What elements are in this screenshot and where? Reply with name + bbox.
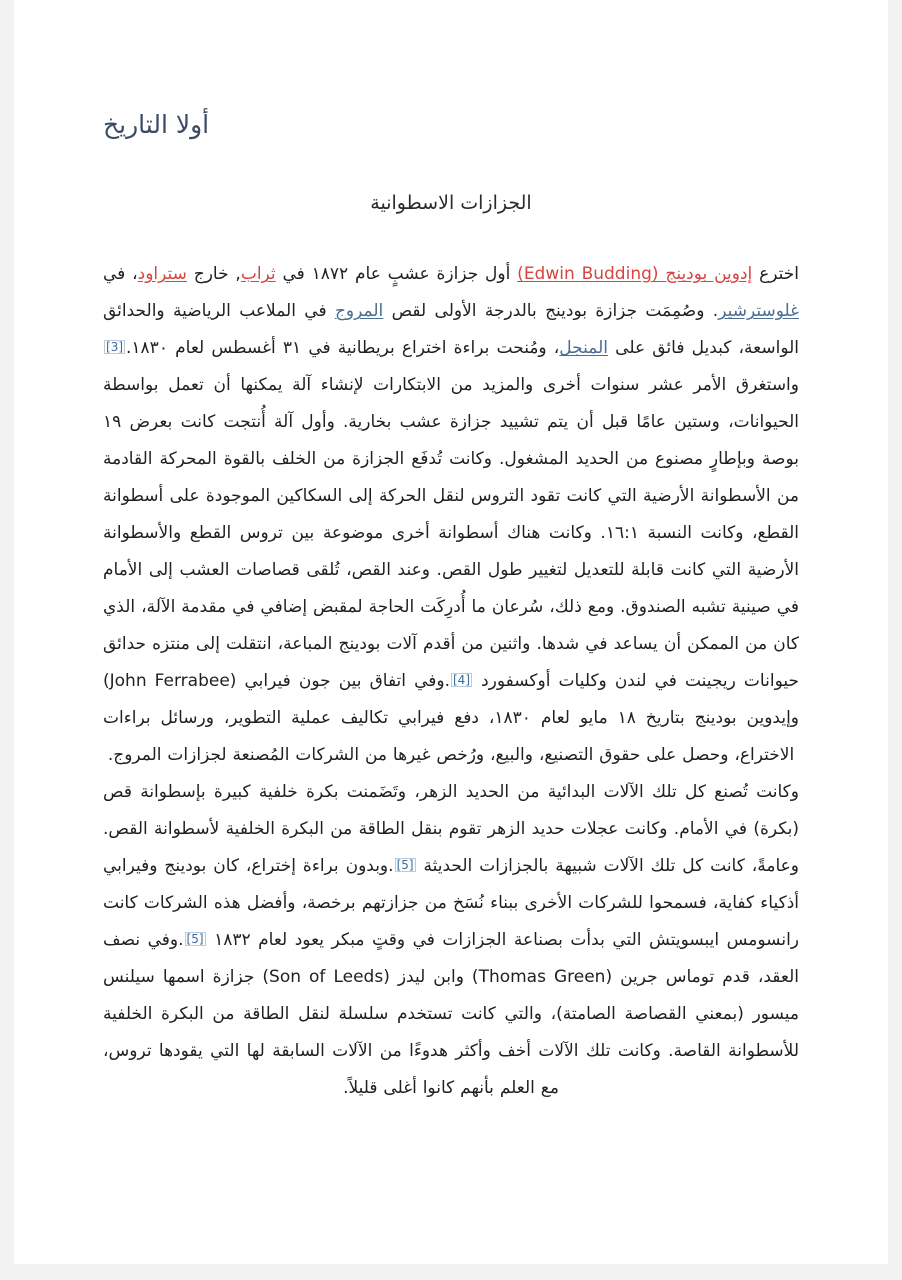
- page-edge-bottom: [0, 1264, 902, 1280]
- page-edge-right: [888, 0, 902, 1280]
- text-segment: .وفي نصف العقد، قدم توماس جرين (Thomas Green) وابن ليدز (Son of Leeds) جزازة اسمها سيلنس ميسور (بمعني القصاصة الصامتة)، والتي كانت تستخدم سلسلة لنقل الطاقة من البكرة الخلفية للأسطوانة القاصة. وكانت تلك الآلات أخف وأكثر هدوءًا من الآلات السابقة لها التي يقودها تروس، مع العلم بأنهم كانوا أغلى قليلاً.: [103, 930, 799, 1099]
- citation-marker-5b[interactable]: [5]: [186, 932, 204, 947]
- paragraph-construction: [103, 774, 799, 1107]
- text-segment: . وصُمِمَت جزازة بودينج بالدرجة الأولى لقص: [383, 301, 719, 322]
- text-segment: .وبدون براءة إختراع، كان بودينج وفيرابي أذكياء كفاية، فسمحوا للشركات الأخرى ببناء نُسَخ من جزازتهم برخصة، وأفضل هذه الشركات كانت رانسومس ايبسويتش التي بدأت بصناعة الجزازات في وقتٍ مبكر يعود لعام ١٨٣٢: [103, 856, 800, 951]
- link-gloucestershire[interactable]: غلوسترشير: [718, 301, 799, 322]
- link-stroud[interactable]: ستراود: [137, 264, 187, 285]
- section-heading: الجزازات الاسطوانية: [370, 191, 532, 214]
- citation-marker-5a[interactable]: [5]: [396, 858, 414, 873]
- document-content: [103, 0, 799, 1107]
- page-edge-left: [0, 0, 14, 1280]
- link-meadows[interactable]: المروج: [334, 301, 384, 322]
- paragraph-history: [103, 256, 799, 774]
- page-title: أولا التاريخ: [103, 110, 210, 139]
- link-thrupp[interactable]: ثراب: [240, 264, 276, 285]
- text-segment: ، في: [103, 264, 138, 285]
- text-segment: ، ومُنحت براءة اختراع بريطانية في ٣١ أغسطس لعام ١٨٣٠.: [126, 338, 560, 359]
- text-segment: وكانت تُصنع كل تلك الآلات البدائية من الحديد الزهر، وتَضَمنت بكرة خلفية كبيرة بإسطوانة قص (بكرة) في الأمام. وكانت عجلات حديد الزهر تقوم بنقل الطاقة من البكرة الخلفية لأسطوانة القص. وعامةً، كانت كل تلك الآلات شبيهة بالجزازات الحديثة: [103, 782, 799, 877]
- citation-marker-4[interactable]: [4]: [452, 673, 470, 688]
- text-segment: اخترع: [752, 264, 799, 285]
- link-scythe[interactable]: المنجل: [559, 338, 609, 359]
- text-segment: , خارج: [186, 264, 241, 285]
- text-segment: في الملاعب الرياضية والحدائق الواسعة، كبديل فائق على: [103, 301, 799, 359]
- citation-marker-3[interactable]: [3]: [106, 340, 124, 355]
- link-edwin-budding[interactable]: إدوين بودينج (Edwin Budding): [517, 264, 753, 285]
- text-segment: أول جزازة عشبٍ عام ١٨٧٢ في: [275, 264, 518, 285]
- text-segment: واستغرق الأمر عشر سنوات أخرى والمزيد من الابتكارات لإنشاء آلة يمكنها أن تعمل بواسطة الحيوانات، وستين عامًا قبل أن يتم تشييد جزازة عشب بخارية. وأول آلة أُنتجت كانت بعرض ١٩ بوصة وبإطارٍ مصنوع من الحديد المشغول. وكانت تُدفَع الجزازة من الخلف بالقوة المحركة القادمة من الأسطوانة الأرضية التي كانت تقود التروس لنقل الحركة إلى السكاكين الموجودة على أسطوانة القطع، وكانت النسبة ١٦:١. وكانت هناك أسطوانة أخرى موضوعة بين تروس القطع والأسطوانة الأرضية التي كانت قابلة للتعديل لتغيير طول القص. وعند القص، تُلقى قصاصات العشب إلى الأمام في صينية تشبه الصندوق. ومع ذلك، سُرعان ما أُدرِكَت الحاجة لمقبض إضافي في مقدمة الآلة، الذي كان من الممكن أن يساعد في شدها. واثنين من أقدم آلات بودينج المباعة، انتقلت إلى منتزه حدائق حيوانات ريجينت في لندن وكليات أوكسفورد: [103, 375, 799, 692]
- text-segment: .وفي اتفاق بين جون فيرابي (John Ferrabee) وإيدوين بودينج بتاريخ ١٨ مايو لعام ١٨٣٠، دفع فيرابي تكاليف عملية التطوير، ورسائل براءات الاختراع، وحصل على حقوق التصنيع، والبيع، ورُخص غيرها من الشركات المُصنعة لجزازات المروج.: [103, 671, 799, 766]
